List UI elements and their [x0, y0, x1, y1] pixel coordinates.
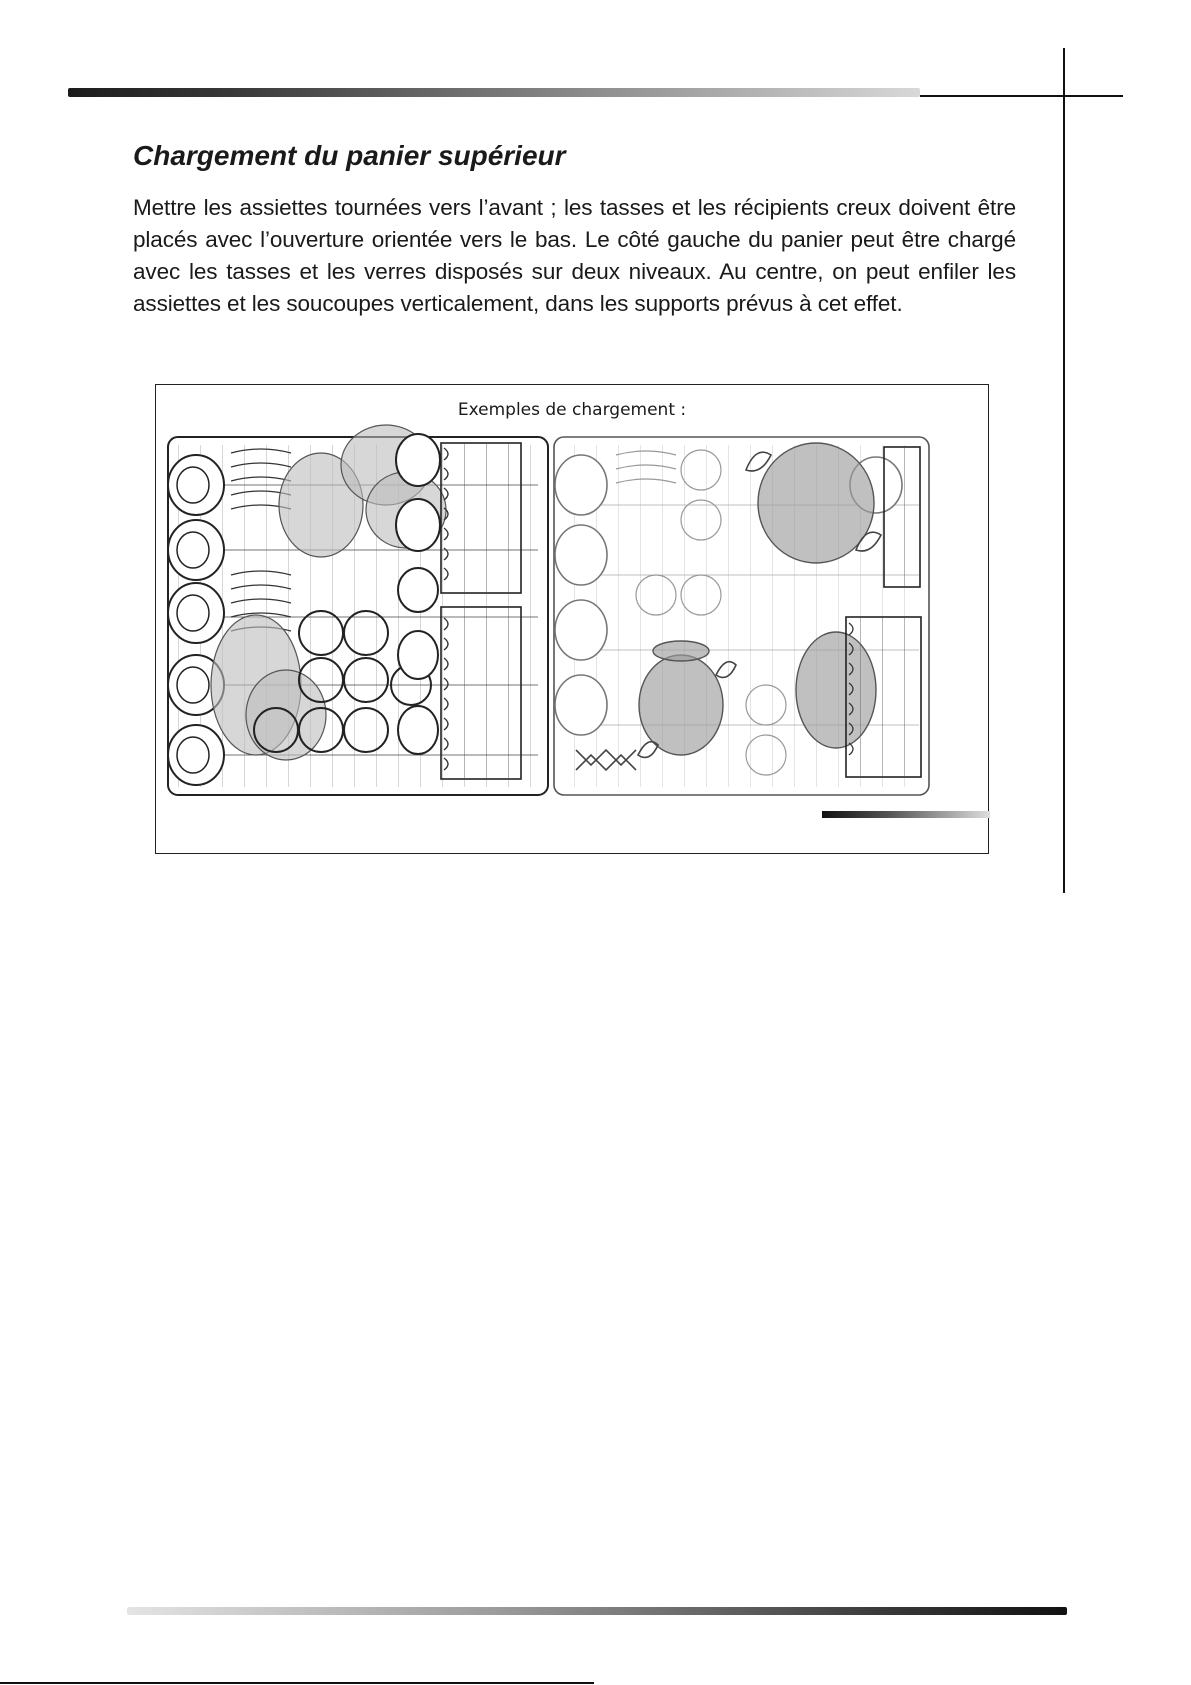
- footer-decorative-bar: [127, 1607, 1067, 1615]
- right-basket-illustration: [554, 437, 929, 795]
- section-title: Chargement du panier supérieur: [133, 140, 566, 171]
- loading-examples-figure: [155, 384, 989, 854]
- basket-illustrations: [156, 385, 990, 855]
- left-basket-illustration: [168, 425, 548, 795]
- figure-caption: Exemples de chargement :: [457, 400, 687, 420]
- section-paragraph: Mettre les assiettes tournées vers l’avant ; les tasses et les récipients creux doivent être placés avec l’ouverture orientée vers le bas. Le côté gauche du panier peut être chargé avec les tasses et les verres disposés sur deux niveaux. Au centre, on peut enfiler les assiettes et les soucoupes verticalement, dans les supports prévus à cet effet.: [133, 195, 1016, 316]
- header-rule: [920, 95, 1123, 97]
- header-decorative-bar: [68, 88, 920, 97]
- margin-vertical-rule: [1063, 48, 1065, 893]
- footer-rule: [0, 1682, 594, 1684]
- figure-decorative-bar: [822, 811, 990, 818]
